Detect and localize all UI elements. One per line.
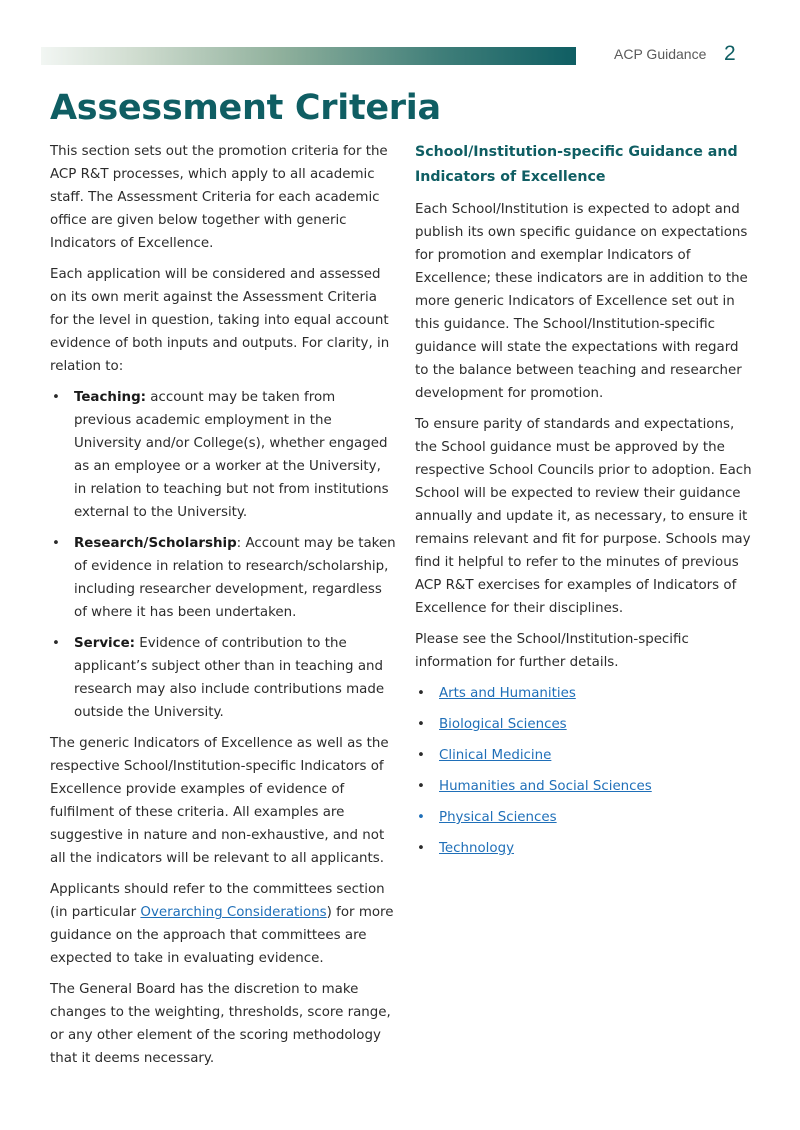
header-label: ACP Guidance <box>614 46 707 62</box>
link-physical-sciences[interactable]: Physical Sciences <box>439 810 557 825</box>
further-details-paragraph: Please see the School/Institution-specific information for further details. <box>415 632 689 670</box>
list-item <box>415 837 755 860</box>
page-number: 2 <box>724 42 736 65</box>
general-board-paragraph: The General Board has the discretion to make changes to the weighting, thresholds, score range, or any other element of the scoring methodology that it deems necessary. <box>50 982 391 1066</box>
link-clinical-medicine[interactable]: Clinical Medicine <box>439 748 552 763</box>
bullet-icon: • <box>52 636 60 651</box>
list-item <box>415 775 755 798</box>
criteria-text: account may be taken from previous academic employment in the University and/or College(s), whether engaged as an employee or a worker at the University, in relation to teaching but not from institutions external to the University. <box>74 390 389 520</box>
list-item <box>415 713 755 736</box>
section-subheading: School/Institution-specific Guidance and Indicators of Excellence <box>415 144 738 185</box>
indicators-paragraph: The generic Indicators of Excellence as well as the respective School/Institution-specific Indicators of Excellence provide examples of evidence of fulfilment of these criteria. All examples are suggestive in nature and non-exhaustive, and not all the indicators will be relevant to all applicants. <box>50 736 389 866</box>
bullet-icon: • <box>417 748 425 763</box>
bullet-icon: • <box>417 810 425 825</box>
criteria-term: Service: <box>74 636 136 651</box>
link-arts-and-humanities[interactable]: Arts and Humanities <box>439 686 576 701</box>
list-item <box>415 682 755 705</box>
header-gradient-bar <box>41 47 576 65</box>
committees-text-end: ) for more guidance on the approach that committees are expected to take in evaluating evidence. <box>50 905 394 966</box>
link-humanities-and-social-sciences[interactable]: Humanities and Social Sciences <box>439 779 652 794</box>
right-column <box>415 140 755 868</box>
intro-paragraph: This section sets out the promotion criteria for the ACP R&T processes, which apply to all academic staff. The Assessment Criteria for each academic office are given below together with generic Indicators of Excellence. <box>50 144 388 251</box>
list-item <box>50 632 396 724</box>
left-column <box>50 140 396 1078</box>
school-links-list <box>415 682 755 860</box>
list-item <box>415 806 755 829</box>
bullet-icon: • <box>417 686 425 701</box>
committees-text-start: Applicants should refer to the committees section (in particular <box>50 882 385 920</box>
list-item <box>415 744 755 767</box>
criteria-term: Teaching: <box>74 390 147 405</box>
school-guidance-paragraph: Each School/Institution is expected to adopt and publish its own specific guidance on expectations for promotion and exemplar Indicators of Excellence; these indicators are in addition to the more generic Indicators of Excellence set out in this guidance. The School/Institution-specific guidance will state the expectations with regard to the balance between teaching and researcher development for promotion. <box>415 202 748 401</box>
bullet-icon: • <box>417 841 425 856</box>
bullet-icon: • <box>52 390 60 405</box>
link-biological-sciences[interactable]: Biological Sciences <box>439 717 567 732</box>
bullet-icon: • <box>417 779 425 794</box>
page-title: Assessment Criteria <box>50 88 441 128</box>
criteria-term: Research/Scholarship <box>74 536 237 551</box>
criteria-text: Evidence of contribution to the applicant’s subject other than in teaching and research may also include contributions made outside the University. <box>74 636 385 720</box>
assessment-paragraph: Each application will be considered and assessed on its own merit against the Assessment Criteria for the level in question, taking into equal account evidence of both inputs and outputs. For clarity, in relation to: <box>50 267 390 374</box>
link-technology[interactable]: Technology <box>439 841 515 856</box>
list-item <box>50 386 396 524</box>
overarching-considerations-link[interactable]: Overarching Considerations <box>140 905 327 920</box>
list-item <box>50 532 396 624</box>
parity-paragraph: To ensure parity of standards and expectations, the School guidance must be approved by the respective School Councils prior to adoption. Each School will be expected to review their guidance annually and update it, as necessary, to ensure it remains relevant and fit for purpose. Schools may find it helpful to refer to the minutes of previous ACP R&T exercises for examples of Indicators of Excellence for their disciplines. <box>415 417 752 616</box>
committees-paragraph <box>50 878 396 970</box>
bullet-icon: • <box>52 536 60 551</box>
criteria-list <box>50 386 396 724</box>
criteria-text: : Account may be taken of evidence in relation to research/scholarship, including researcher development, regardless of where it has been undertaken. <box>74 536 396 620</box>
bullet-icon: • <box>417 717 425 732</box>
